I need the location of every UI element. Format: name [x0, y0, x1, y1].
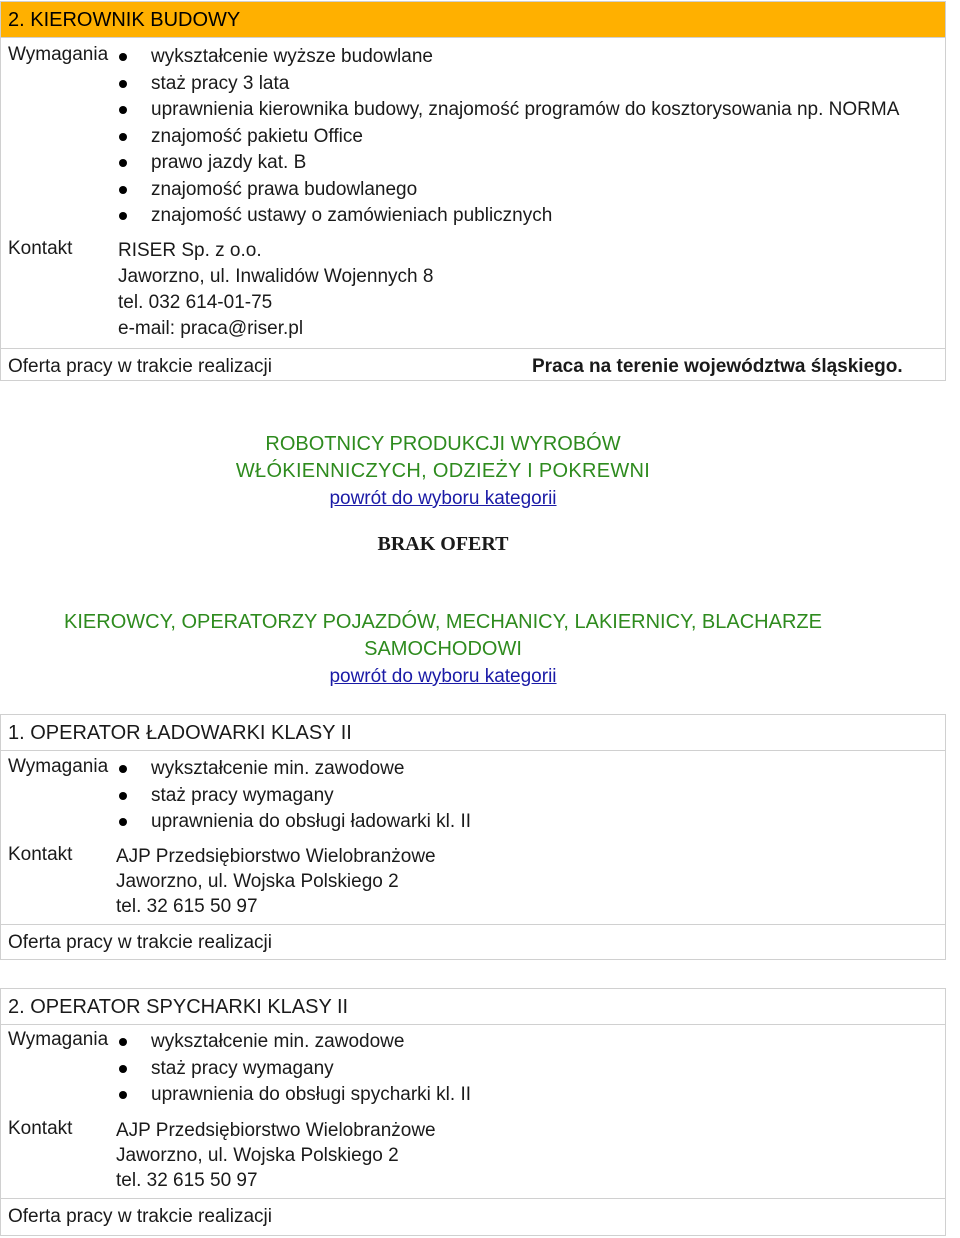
- list-item: uprawnienia do obsługi spycharki kl. II: [116, 1082, 945, 1109]
- job-title: 2. KIEROWNIK BUDOWY: [1, 2, 945, 38]
- contact-row: [1, 230, 945, 348]
- job-card-operator-spycharki: [0, 988, 946, 1236]
- list-item: znajomość ustawy o zamówieniach publicznych: [116, 203, 945, 230]
- job-card-kierownik-budowy: [0, 1, 946, 381]
- category-title-line1: ROBOTNICY PRODUKCJI WYROBÓW: [265, 433, 621, 455]
- list-item: prawo jazdy kat. B: [116, 150, 945, 177]
- job-title: 1. OPERATOR ŁADOWARKI KLASY II: [1, 715, 945, 751]
- company-name: AJP Przedsiębiorstwo Wielobranżowe: [116, 1119, 436, 1141]
- requirements-list: [116, 756, 945, 836]
- job-title: 2. OPERATOR SPYCHARKI KLASY II: [1, 989, 945, 1025]
- address: Jaworzno, ul. Inwalidów Wojennych 8: [118, 265, 434, 287]
- phone: tel. 32 615 50 97: [116, 1169, 258, 1191]
- list-item: wykształcenie min. zawodowe: [116, 1029, 945, 1056]
- category-title-line1: KIEROWCY, OPERATORZY POJAZDÓW, MECHANICY, LAKIERNICY, BLACHARZE: [64, 611, 822, 633]
- list-item: znajomość prawa budowlanego: [116, 177, 945, 204]
- region-note: Praca na terenie województwa śląskiego.: [532, 355, 903, 377]
- list-item: wykształcenie min. zawodowe: [116, 756, 945, 783]
- no-offers-text: BRAK OFERT: [377, 533, 509, 555]
- company-name: AJP Przedsiębiorstwo Wielobranżowe: [116, 845, 436, 867]
- list-item: staż pracy wymagany: [116, 1056, 945, 1083]
- back-to-categories-link[interactable]: powrót do wyboru kategorii: [329, 666, 557, 687]
- list-item: staż pracy wymagany: [116, 783, 945, 810]
- list-item: wykształcenie wyższe budowlane: [116, 44, 945, 71]
- contact-label: Kontakt: [8, 843, 73, 865]
- contact-row: [1, 1109, 945, 1198]
- status-text: Oferta pracy w trakcie realizacji: [8, 1205, 272, 1227]
- back-to-categories-link[interactable]: powrót do wyboru kategorii: [329, 488, 557, 509]
- requirements-row: [1, 1025, 945, 1109]
- requirements-label: Wymagania: [8, 756, 109, 777]
- list-item: staż pracy 3 lata: [116, 71, 945, 98]
- phone: tel. 32 615 50 97: [116, 895, 258, 917]
- address: Jaworzno, ul. Wojska Polskiego 2: [116, 870, 399, 892]
- category-heading-textile: [0, 431, 886, 512]
- contact-label: Kontakt: [8, 1117, 73, 1139]
- phone: tel. 032 614-01-75: [118, 291, 273, 313]
- requirements-list: [116, 44, 945, 230]
- list-item: uprawnienia do obsługi ładowarki kl. II: [116, 809, 945, 836]
- status-text: Oferta pracy w trakcie realizacji: [8, 355, 272, 377]
- status-row: [1, 1198, 945, 1235]
- list-item: znajomość pakietu Office: [116, 124, 945, 151]
- job-card-operator-ladowarki: [0, 714, 946, 960]
- requirements-row: [1, 751, 945, 836]
- requirements-label: Wymagania: [8, 44, 109, 65]
- requirements-row: [1, 38, 945, 230]
- address: Jaworzno, ul. Wojska Polskiego 2: [116, 1144, 399, 1166]
- contact-row: [1, 836, 945, 924]
- category-heading-drivers: [0, 609, 886, 690]
- status-row: [1, 924, 945, 961]
- email[interactable]: e-mail: praca@riser.pl: [118, 317, 304, 339]
- company-name: RISER Sp. z o.o.: [118, 239, 262, 261]
- list-item: uprawnienia kierownika budowy, znajomość programów do kosztorysowania np. NORMA: [116, 97, 945, 124]
- category-title-line2: WŁÓKIENNICZYCH, ODZIEŻY I POKREWNI: [235, 460, 651, 482]
- contact-label: Kontakt: [8, 237, 73, 259]
- status-row: [1, 348, 945, 385]
- status-text: Oferta pracy w trakcie realizacji: [8, 931, 272, 953]
- requirements-label: Wymagania: [8, 1029, 109, 1050]
- requirements-list: [116, 1029, 945, 1109]
- category-title-line2: SAMOCHODOWI: [364, 638, 522, 660]
